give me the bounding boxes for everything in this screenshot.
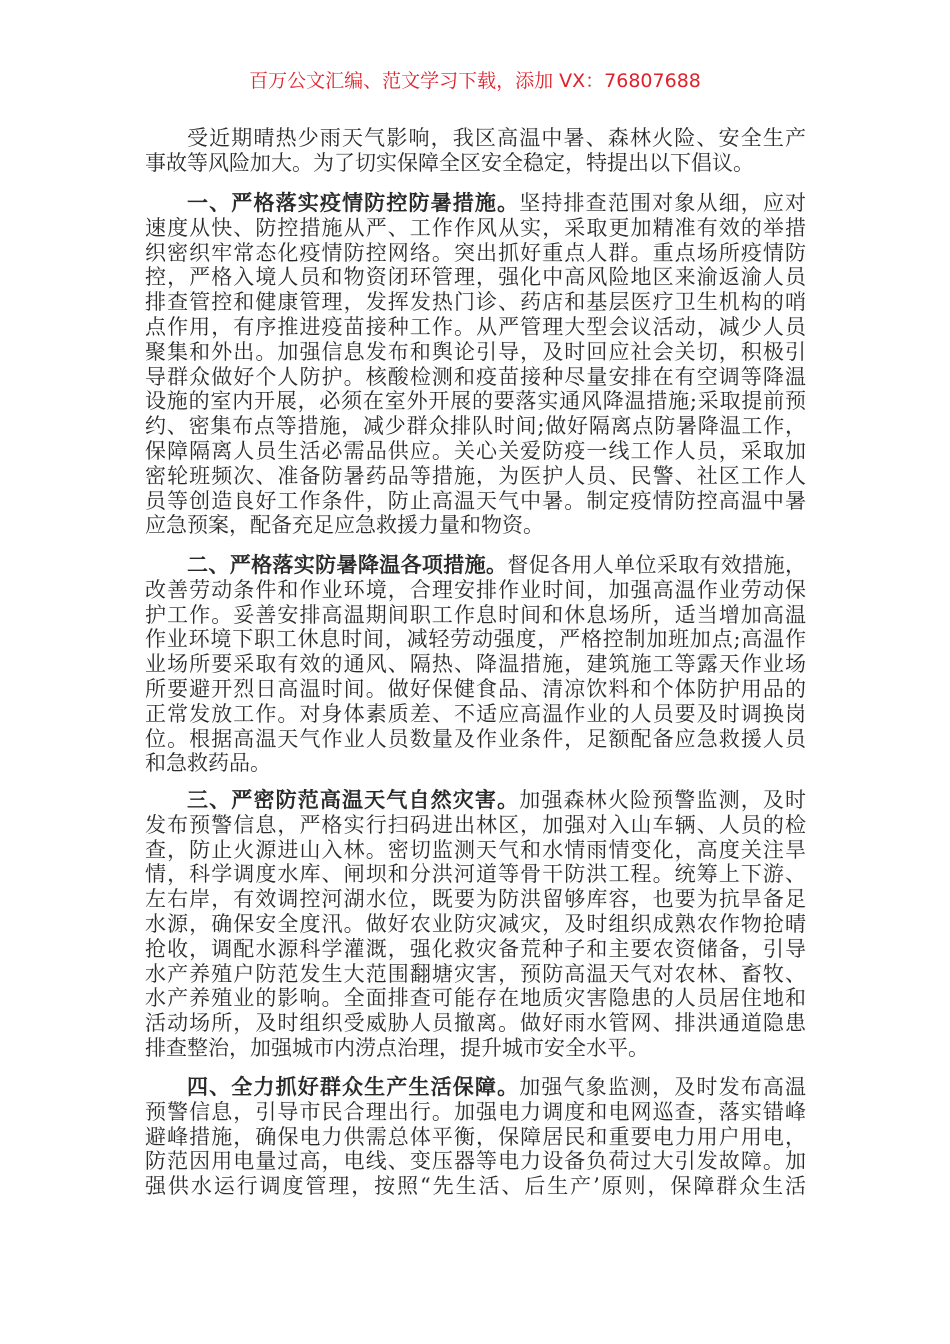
line-text: 织密织牢常态化疫情防控网络。突出抓好重点人群。重点场所疫情防 (145, 240, 806, 265)
text-line (145, 489, 806, 514)
text-line (145, 340, 806, 365)
text-line (145, 702, 806, 727)
text-line (145, 751, 806, 776)
line-text: 情，科学调度水库、闸坝和分洪河道等骨干防洪工程。统筹上下游、 (145, 862, 806, 887)
paragraph (145, 191, 806, 538)
line-text: 发布预警信息，严格实行扫码进出林区，加强对入山车辆、人员的检 (145, 812, 806, 837)
line-text: 速度从快、防控措施从严、工作作风从实，采取更加精准有效的举措 (145, 215, 806, 240)
text-line (145, 652, 806, 677)
line-text: 坚持排查范围对象从细，应对 (519, 191, 807, 215)
text-line (145, 838, 806, 863)
text-line (145, 937, 806, 962)
line-text: 避峰措施，确保电力供需总体平衡，保障居民和重要电力用户用电， (145, 1124, 806, 1149)
line-text: 加强气象监测，及时发布高温 (519, 1075, 807, 1099)
line-text: 应急预案，配备充足应急救援力量和物资。 (145, 513, 544, 538)
text-line (145, 216, 806, 241)
line-text: 控，严格入境人员和物资闭环管理，强化中高风险地区来渝返渝人员 (145, 265, 806, 290)
line-text: 位。根据高温天气作业人员数量及作业条件，足额配备应急救援人员 (145, 726, 806, 751)
text-line (145, 627, 806, 652)
line-text: 事故等风险加大。为了切实保障全区安全稳定，特提出以下倡议。 (145, 150, 754, 175)
line-text: 抢收，调配水源科学灌溉，强化救灾备荒种子和主要农资储备，引导 (145, 936, 806, 961)
section-heading: 一、严格落实疫情防控防暑措施。 (187, 190, 520, 215)
paragraph (145, 126, 806, 176)
line-text: 改善劳动条件和作业环境，合理安排作业时间，加强高温作业劳动保 (145, 577, 806, 602)
line-text: 点作用，有序推进疫苗接种工作。从严管理大型会议活动，减少人员 (145, 314, 806, 339)
line-text: 查，防止火源进山入林。密切监测天气和水情雨情变化，高度关注旱 (145, 837, 806, 862)
line-text: 设施的室内开展，必须在室外开展的要落实通风降温措施;采取提前预 (145, 389, 806, 414)
line-text: 督促各用人单位采取有效措施， (507, 553, 807, 577)
text-line (145, 1075, 806, 1100)
line-text: 水源，确保安全度汛。做好农业防灾减灾，及时组织成熟农作物抢晴 (145, 911, 806, 936)
line-text: 受近期晴热少雨天气影响，我区高温中暑、森林火险、安全生产 (187, 126, 806, 150)
text-line (145, 1100, 806, 1125)
text-line (145, 241, 806, 266)
text-line (145, 862, 806, 887)
line-text: 左右岸，有效调控河湖水位，既要为防洪留够库容，也要为抗旱备足 (145, 887, 806, 912)
line-text: 水产养殖业的影响。全面排查可能存在地质灾害隐患的人员居住地和 (145, 986, 806, 1011)
text-line (145, 414, 806, 439)
line-text: 密轮班频次、准备防暑药品等措施，为医护人员、民警、社区工作人 (145, 463, 806, 488)
text-line (145, 727, 806, 752)
paragraph (145, 553, 806, 776)
text-line (145, 389, 806, 414)
line-text: 员等创造良好工作条件，防止高温天气中暑。制定疫情防控高温中暑 (145, 488, 806, 513)
line-text: 作业环境下职工休息时间，减轻劳动强度，严格控制加班加点;高温作 (145, 627, 806, 652)
line-text: 防范因用电量过高，电线、变压器等电力设备负荷过大引发故障。加 (145, 1149, 806, 1174)
text-line (145, 365, 806, 390)
line-text: 强供水运行调度管理，按照“先生活、后生产’原则，保障群众生活 (145, 1174, 806, 1199)
section-heading: 二、严格落实防暑降温各项措施。 (187, 552, 508, 577)
text-line (145, 578, 806, 603)
line-text: 活动场所，及时组织受威胁人员撤离。做好雨水管网、排洪通道隐患 (145, 1011, 806, 1036)
text-line (145, 126, 806, 151)
text-line (145, 290, 806, 315)
text-line (145, 1125, 806, 1150)
text-line (145, 603, 806, 628)
line-text: 水产养殖户防范发生大范围翻塘灾害，预防高温天气对农林、畜牧、 (145, 961, 806, 986)
text-line (145, 265, 806, 290)
text-line (145, 887, 806, 912)
line-text: 和急救药品。 (145, 751, 271, 776)
text-line (145, 1149, 806, 1174)
text-line (145, 553, 806, 578)
line-text: 聚集和外出。加强信息发布和舆论引导，及时回应社会关切，积极引 (145, 339, 806, 364)
text-line (145, 677, 806, 702)
line-text: 加强森林火险预警监测，及时 (519, 788, 807, 812)
text-line (145, 813, 806, 838)
text-line (145, 439, 806, 464)
section-heading: 三、严密防范高温天气自然灾害。 (187, 787, 520, 812)
line-text: 导群众做好个人防护。核酸检测和疫苗接种尽量安排在有空调等降温 (145, 364, 806, 389)
text-line (145, 513, 806, 538)
line-text: 正常发放工作。对身体素质差、不适应高温作业的人员要及时调换岗 (145, 701, 806, 726)
watermark-header: 百万公文汇编、范文学习下载，添加 VX：76807688 (249, 70, 701, 92)
paragraph (145, 788, 806, 1061)
text-line (145, 962, 806, 987)
line-text: 业场所要采取有效的通风、隔热、降温措施，建筑施工等露天作业场 (145, 652, 806, 677)
line-text: 所要避开烈日高温时间。做好保健食品、清凉饮料和个体防护用品的 (145, 676, 806, 701)
text-line (145, 191, 806, 216)
line-text: 约、密集布点等措施，减少群众排队时间;做好隔离点防暑降温工作， (145, 414, 806, 439)
text-line (145, 912, 806, 937)
text-line (145, 788, 806, 813)
paragraph (145, 1075, 806, 1199)
line-text: 排查管控和健康管理，发挥发热门诊、药店和基层医疗卫生机构的哨 (145, 290, 806, 315)
text-line (145, 151, 806, 176)
line-text: 排查整治，加强城市内涝点治理，提升城市安全水平。 (145, 1035, 649, 1060)
text-line (145, 464, 806, 489)
text-line (145, 1036, 806, 1061)
line-text: 护工作。妥善安排高温期间职工作息时间和休息场所，适当增加高温 (145, 602, 806, 627)
text-line (145, 986, 806, 1011)
line-text: 保障隔离人员生活必需品供应。关心关爱防疫一线工作人员，采取加 (145, 438, 806, 463)
text-line (145, 315, 806, 340)
line-text: 预警信息，引导市民合理出行。加强电力调度和电网巡查，落实错峰 (145, 1099, 806, 1124)
section-heading: 四、全力抓好群众生产生活保障。 (187, 1074, 520, 1099)
text-line (145, 1174, 806, 1199)
text-line (145, 1011, 806, 1036)
